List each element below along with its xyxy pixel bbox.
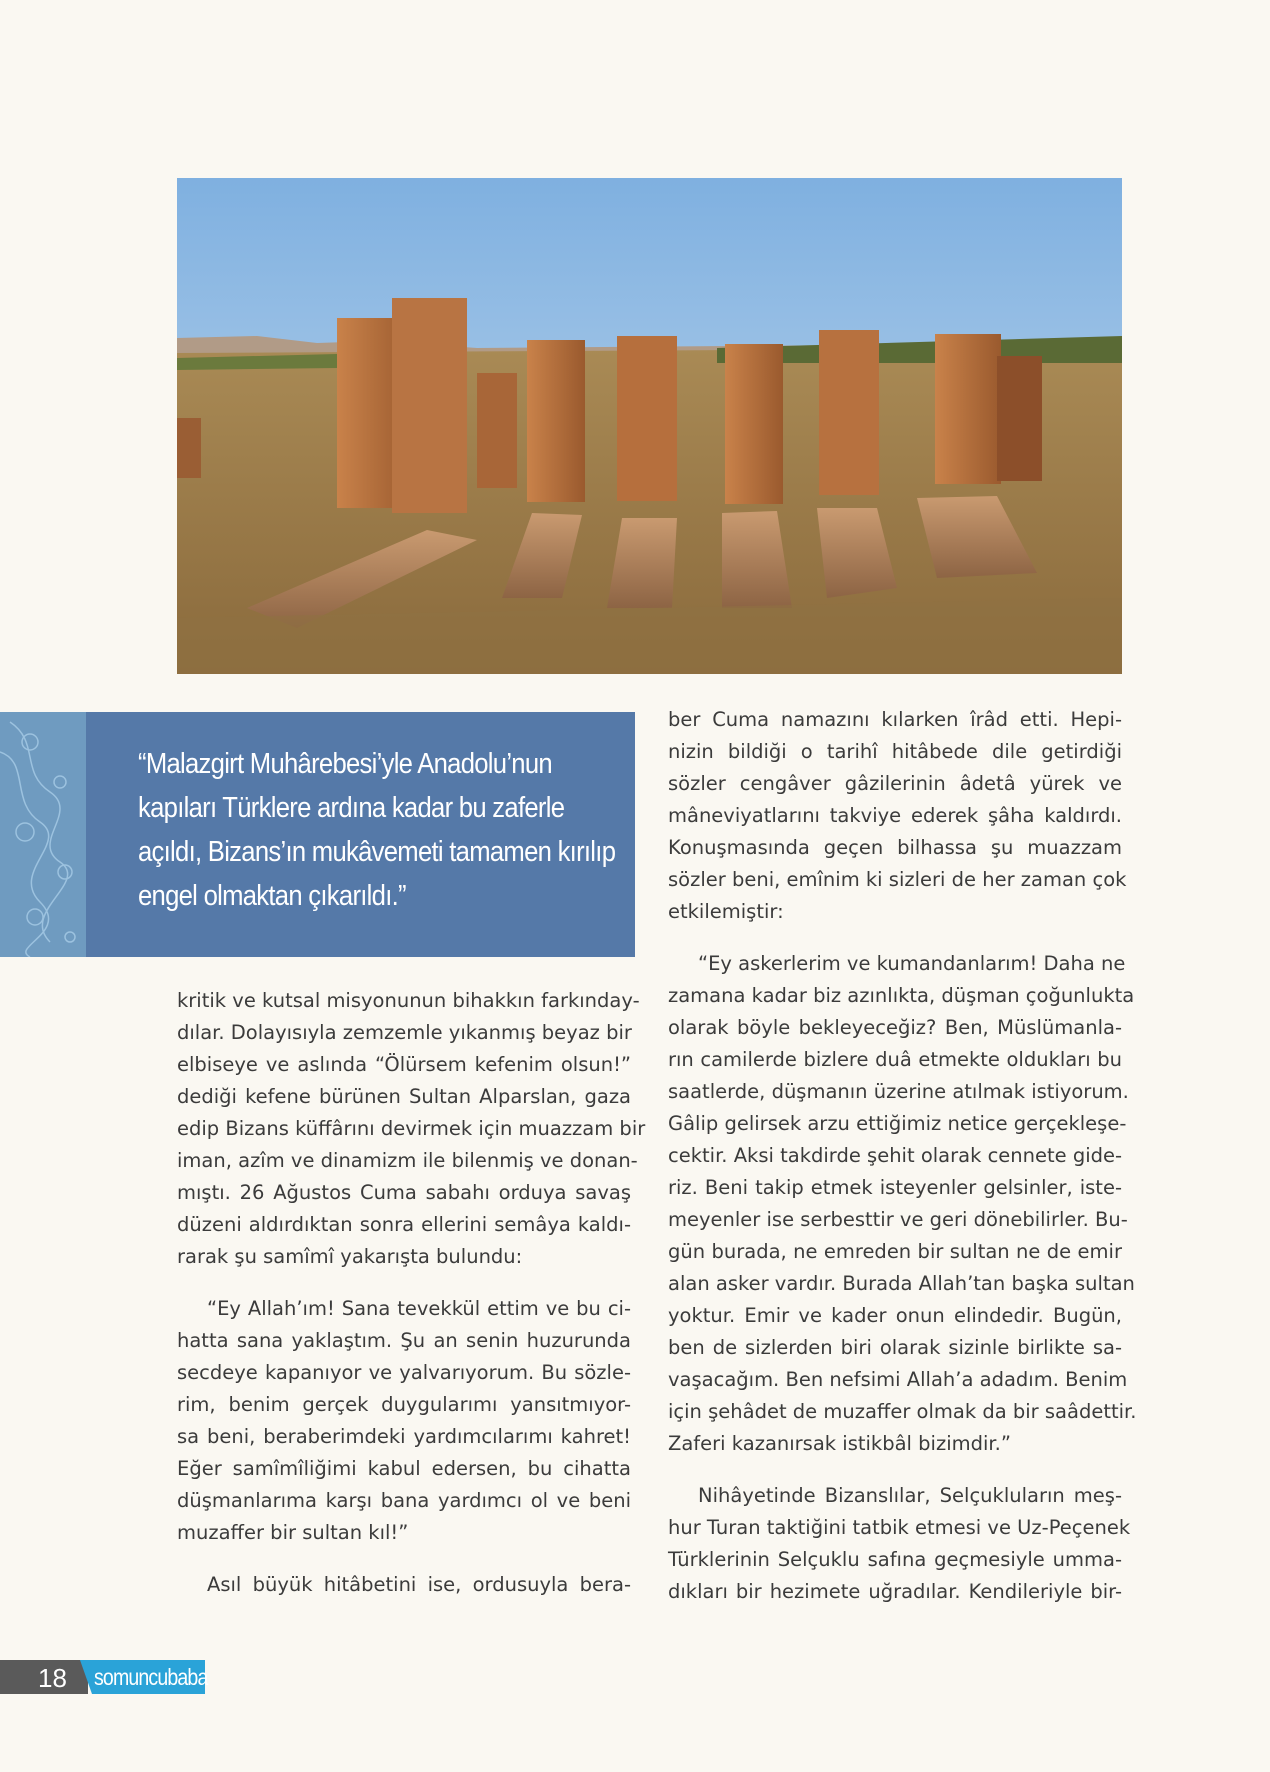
pull-quote-line: engel olmaktan çıkarıldı.” <box>138 880 406 912</box>
brand-tab <box>80 1660 208 1694</box>
text-line: hatta sana yaklaştım. Şu an senin huzurunda <box>177 1329 631 1352</box>
page-number: 18 <box>38 1663 67 1693</box>
brand-name: somuncubaba <box>94 1664 208 1690</box>
text-line: ben de sizlerden biri olarak sizinle birlikte sa- <box>668 1336 1122 1359</box>
paragraph <box>177 985 646 1273</box>
text-line: vaşacağım. Ben nefsimi Allah’a adadım. Benim <box>668 1368 1128 1391</box>
text-line: “Ey askerlerim ve kumandanlarım! Daha ne <box>698 952 1126 975</box>
text-line: hur Turan taktiğini tatbik etmesi ve Uz-Peçenek <box>668 1516 1131 1539</box>
text-line: secdeye kapanıyor ve yalvarıyorum. Bu sözle- <box>177 1361 631 1384</box>
ahlat-gravestones-image <box>177 178 1122 674</box>
floral-pattern-decoration <box>0 712 86 957</box>
text-line: Nihâyetinde Bizanslılar, Selçukluların meş- <box>698 1484 1122 1507</box>
text-line: kritik ve kutsal misyonunun bihakkın farkınday- <box>177 989 640 1012</box>
text-line: düzeni aldırdıktan sonra ellerini semâya kaldı- <box>177 1213 631 1236</box>
paragraph <box>668 704 1127 928</box>
text-line: cektir. Aksi takdirde şehit olarak cennete gide- <box>668 1144 1123 1167</box>
pull-quote-line: kapıları Türklere ardına kadar bu zaferle <box>138 792 565 824</box>
text-line: düşmanlarıma karşı bana yardımcı ol ve beni <box>177 1489 631 1512</box>
right-text-column <box>668 704 1137 1608</box>
text-line: olarak böyle bekleyeceğiz? Ben, Müslümanla- <box>668 1016 1122 1039</box>
text-line: zamana kadar biz azınlıkta, düşman çoğunlukta <box>668 984 1135 1007</box>
text-line: Konuşmasında geçen bilhassa şu muazzam <box>668 836 1122 859</box>
text-line: rın camilerde bizlere duâ etmekte oldukları bu <box>668 1048 1122 1071</box>
text-line: Türklerinin Selçuklu safına geçmesiyle umma- <box>668 1548 1122 1571</box>
text-line: ber Cuma namazını kılarken îrâd etti. Hepi- <box>668 708 1122 731</box>
text-line: riz. Beni takip etmek isteyenler gelsinler, iste- <box>668 1176 1122 1199</box>
text-line: meyenler ise serbesttir ve geri dönebilirler. Bu- <box>668 1208 1128 1231</box>
gravestones-photo <box>177 178 1122 674</box>
text-line: gün burada, ne emreden bir sultan ne de emir <box>668 1240 1122 1263</box>
text-line: Gâlip gelirsek arzu ettiğimiz netice gerçekleşe- <box>668 1112 1127 1135</box>
text-line: dediği kefene bürünen Sultan Alparslan, gaza <box>177 1085 631 1108</box>
paragraph <box>668 1480 1131 1608</box>
text-line: Zaferi kazanırsak istikbâl bizimdir.” <box>668 1432 1011 1455</box>
paragraph <box>177 1569 631 1601</box>
text-line: rarak şu samîmî yakarışta bulundu: <box>177 1245 523 1268</box>
text-line: muzaffer bir sultan kıl!” <box>177 1521 409 1544</box>
text-line: “Ey Allah’ım! Sana tevekkül ettim ve bu ci- <box>207 1297 631 1320</box>
text-line: elbiseye ve aslında “Ölürsem kefenim olsun!” <box>177 1053 631 1076</box>
quoted-speech-paragraph <box>668 948 1137 1460</box>
text-line: dıkları bir hezimete uğradılar. Kendileriyle bir- <box>668 1580 1122 1603</box>
text-line: iman, azîm ve dinamizm ile bilenmiş ve donan- <box>177 1149 638 1172</box>
page-number-badge <box>0 1660 88 1694</box>
text-line: dılar. Dolayısıyla zemzemle yıkanmış beyaz bir <box>177 1021 632 1044</box>
pull-quote-line: açıldı, Bizans’ın mukâvemeti tamamen kırılıp <box>138 836 616 868</box>
text-line: mâneviyatlarını takviye ederek şâha kaldırdı. <box>668 804 1122 827</box>
text-line: rim, benim gerçek duygularımı yansıtmıyor- <box>177 1393 631 1416</box>
text-line: sa beni, beraberimdeki yardımcılarımı kahret! <box>177 1425 631 1448</box>
text-line: saatlerde, düşmanın üzerine atılmak istiyorum. <box>668 1080 1129 1103</box>
pull-quote-box <box>0 712 635 957</box>
text-line: alan asker vardır. Burada Allah’tan başka sultan <box>668 1272 1135 1295</box>
text-line: yoktur. Emir ve kader onun elindedir. Bugün, <box>668 1304 1122 1327</box>
pull-quote-line: “Malazgirt Muhârebesi’yle Anadolu’nun <box>138 748 552 780</box>
text-line: Eğer samîmîliğimi kabul edersen, bu cihatta <box>177 1457 631 1480</box>
text-line: mıştı. 26 Ağustos Cuma sabahı orduya savaş <box>177 1181 631 1204</box>
text-line: Asıl büyük hitâbetini ise, ordusuyla bera- <box>207 1573 631 1596</box>
text-line: edip Bizans küffârını devirmek için muazzam bir <box>177 1117 646 1140</box>
text-line: sözler beni, emînim ki sizleri de her zaman çok <box>668 868 1127 891</box>
left-text-column <box>177 985 646 1601</box>
text-line: nizin bildiği o tarihî hitâbede dile getirdiği <box>668 740 1122 763</box>
pull-quote-text <box>138 742 616 918</box>
quoted-prayer-paragraph <box>177 1293 631 1549</box>
text-line: için şehâdet de muzaffer olmak da bir saâdettir. <box>668 1400 1137 1423</box>
text-line: etkilemiştir: <box>668 900 784 923</box>
text-line: sözler cengâver gâzilerinin âdetâ yürek ve <box>668 772 1122 795</box>
